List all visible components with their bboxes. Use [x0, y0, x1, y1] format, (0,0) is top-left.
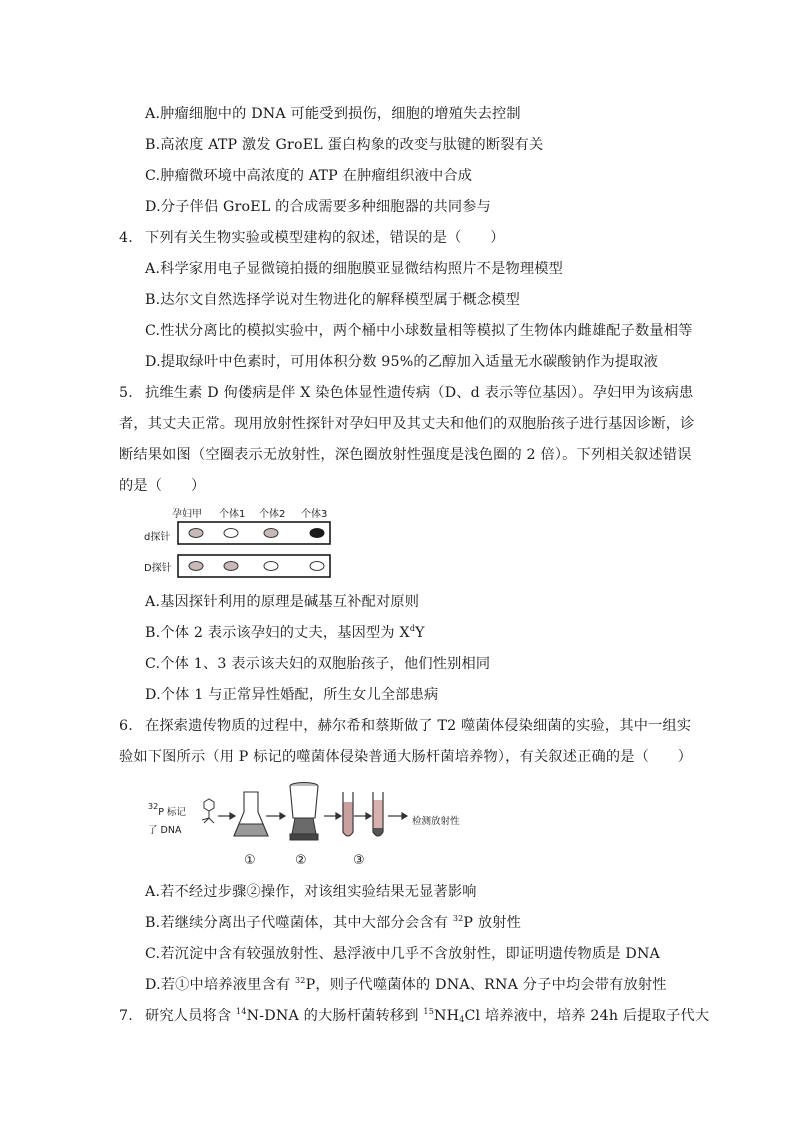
row-label-D-probe: D探针	[144, 563, 172, 574]
q4-option-a: A.科学家用电子显微镜拍摄的细胞膜亚显微结构照片不是物理模型	[145, 261, 564, 277]
flask-icon	[234, 792, 268, 836]
phage-label-line1: $^{32}$P 标记	[148, 802, 186, 818]
col-label-pregnant: 孕妇甲	[172, 509, 202, 520]
q5-option-c: C.个体 1、3 表示该夫妇的双胞胎孩子，他们性别相同	[145, 656, 491, 672]
detect-radioactivity-label: 检测放射性	[412, 816, 460, 827]
q7-number: 7.	[119, 1008, 133, 1024]
q4-option-b: B.达尔文自然选择学说对生物进化的解释模型属于概念模型	[145, 292, 521, 308]
q6-option-c: C.若沉淀中含有较强放射性、悬浮液中几乎不含放射性，即证明遗传物质是 DNA	[145, 946, 661, 962]
col-label-ind1: 个体1	[219, 509, 246, 520]
D-circle-ind2	[264, 562, 278, 571]
D-circle-pregnant	[189, 562, 203, 571]
q6-stem-line1: 在探索遗传物质的过程中，赫尔希和蔡斯做了 T2 噬菌体侵染细菌的实验，其中一组实	[145, 718, 692, 734]
blender-icon	[290, 783, 318, 841]
q3-option-b: B.高浓度 ATP 激发 GroEL 蛋白构象的改变与肽键的断裂有关	[145, 137, 544, 153]
q6-option-b: B.若继续分离出子代噬菌体，其中大部分会含有 $^{32}$P 放射性	[145, 914, 522, 931]
phage-icon	[202, 799, 214, 823]
q4-option-c: C.性状分离比的模拟实验中，两个桶中小球数量相等模拟了生物体内雌雄配子数量相等	[145, 323, 693, 339]
q6-number: 6.	[119, 718, 133, 734]
experiment-diagram	[140, 776, 480, 872]
experiment-graphics	[140, 776, 480, 872]
step-3-label: ③	[353, 853, 365, 868]
d-circle-ind1	[224, 529, 238, 538]
step-1-label: ①	[244, 853, 256, 868]
d-circle-pregnant	[189, 529, 203, 538]
col-label-ind2: 个体2	[259, 509, 286, 520]
q3-option-a: A.肿瘤细胞中的 DNA 可能受到损伤，细胞的增殖失去控制	[145, 106, 521, 122]
separated-tube-icon	[373, 792, 383, 836]
q3-option-d: D.分子伴侣 GroEL 的合成需要多种细胞器的共同参与	[145, 199, 491, 215]
d-circle-ind2	[264, 529, 278, 538]
q5-option-a: A.基因探针利用的原理是碱基互补配对原则	[145, 594, 420, 610]
q5-option-d: D.个体 1 与正常异性婚配，所生女儿全部患病	[145, 687, 439, 703]
q5-stem-line4: 的是（ ）	[119, 478, 206, 494]
probe-diagram	[140, 503, 340, 583]
q7-stem: 研究人员将含 $^{14}$N-DNA 的大肠杆菌转移到 $^{15}NH_4Cl$ 培养液中，培养 24h 后提取子代大	[145, 1007, 710, 1024]
q4-option-d: D.提取绿叶中色素时，可用体积分数 95%的乙醇加入适量无水碳酸钠作为提取液	[145, 354, 659, 370]
row-label-d-probe: d探针	[144, 532, 171, 543]
D-circle-ind1	[224, 562, 238, 571]
D-circle-ind3	[310, 562, 324, 571]
q3-option-c: C.肿瘤微环境中高浓度的 ATP 在肿瘤组织液中合成	[145, 168, 473, 184]
q4-stem: 下列有关生物实验或模型建构的叙述，错误的是（ ）	[145, 230, 505, 246]
probe-grid	[140, 503, 340, 583]
q6-option-d: D.若①中培养液里含有 $^{32}$P，则子代噬菌体的 DNA、RNA 分子中均会带有放射性	[145, 976, 667, 993]
d-circle-ind3	[310, 529, 324, 538]
q4-number: 4.	[119, 230, 133, 246]
centrifuge-tube-icon	[343, 792, 353, 836]
q5-number: 5.	[119, 385, 133, 401]
q5-option-b: B.个体 2 表示该孕妇的丈夫，基因型为 $X^dY$	[145, 624, 425, 641]
q6-stem-line2: 验如下图所示（用 P 标记的噬菌体侵染普通大肠杆菌培养物），有关叙述正确的是（ ）	[119, 749, 693, 765]
step-2-label: ②	[295, 853, 307, 868]
q5-stem-line3: 断结果如图（空圈表示无放射性，深色圈放射性强度是浅色圈的 2 倍）。下列相关叙述错误	[119, 447, 692, 463]
q6-option-a: A.若不经过步骤②操作，对该组实验结果无显著影响	[145, 884, 477, 900]
q5-stem-line1: 抗维生素 D 佝偻病是伴 X 染色体显性遗传病（D、d 表示等位基因）。孕妇甲为该病患	[145, 385, 694, 401]
q5-stem-line2: 者，其丈夫正常。现用放射性探针对孕妇甲及其丈夫和他们的双胞胎孩子进行基因诊断，诊	[119, 416, 695, 432]
phage-label-line2: 了 DNA	[148, 825, 182, 836]
col-label-ind3: 个体3	[301, 509, 328, 520]
